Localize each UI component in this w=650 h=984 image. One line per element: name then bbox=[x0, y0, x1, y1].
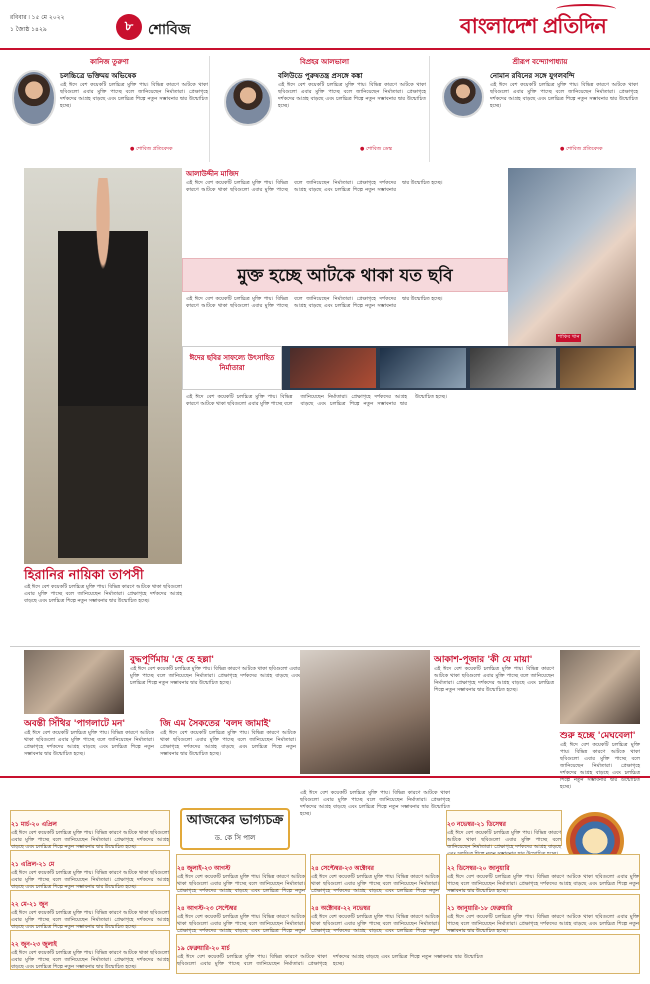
horoscope-title: আজকের ভাগ্যচক্র bbox=[186, 813, 284, 828]
story-photo bbox=[24, 650, 124, 714]
sign-text: এই ঈদে বেশ কয়েকটি চলচ্চিত্র মুক্তি পায়। বিভিন্ন কারণে আটকে থাকা ছবিগুলো এবার মুক্তি পাচ্ছে বলে জানিয়েছেন নির্মাতারা। প্রেক্ষাগৃহে দর্শকদের আগ্রহ বাড়ছে এবং চলচ্চিত্র শিল্পে নতুন সম্ভাবনার দ্বার উন্মোচিত হচ্ছে। bbox=[11, 870, 169, 890]
date-line-bangla: ১ জ্যৈষ্ঠ ১৪২৯ bbox=[10, 26, 47, 33]
sign-text: এই ঈদে বেশ কয়েকটি চলচ্চিত্র মুক্তি পায়। বিভিন্ন কারণে আটকে থাকা ছবিগুলো এবার মুক্তি পাচ্ছে বলে জানিয়েছেন নির্মাতারা। প্রেক্ষাগৃহে দর্শকদের আগ্রহ বাড়ছে এবং চলচ্চিত্র শিল্পে নতুন bbox=[311, 914, 439, 934]
sign-dates: ২২ মে-২১ জুন bbox=[11, 901, 48, 908]
author-portrait bbox=[442, 76, 484, 118]
column-byline: ● শোবিজ ডেস্ক bbox=[360, 146, 392, 152]
story-body: এই ঈদে বেশ কয়েকটি চলচ্চিত্র মুক্তি পায়। বিভিন্ন কারণে আটকে থাকা ছবিগুলো এবার মুক্তি পাচ্ছে বলে জানিয়েছেন নির্মাতারা। প্রেক্ষাগৃহে দর্শকদের আগ্রহ বাড়ছে এবং চলচ্চিত্র শিল্পে নতুন সম্ভাবনার দ্বার উন্মোচিত হচ্ছে। bbox=[160, 730, 296, 757]
sign-box bbox=[10, 850, 170, 890]
sign-dates: ২৪ জুলাই-২৩ আগস্ট bbox=[177, 865, 231, 872]
sign-text: এই ঈদে বেশ কয়েকটি চলচ্চিত্র মুক্তি পায়। বিভিন্ন কারণে আটকে থাকা ছবিগুলো এবার মুক্তি পাচ্ছে বলে জানিয়েছেন নির্মাতারা। প্রেক্ষাগৃহে দর্শকদের আগ্রহ বাড়ছে bbox=[447, 830, 561, 850]
date-line: রবিবার ৷ ১৫ মে ২০২২ bbox=[10, 14, 65, 21]
sign-dates: ১৯ ফেব্রুয়ারি-২০ মার্চ bbox=[177, 945, 230, 952]
eid-headline: ঈদের ছবির সাফল্যে উৎসাহিত নির্মাতারা bbox=[189, 354, 275, 372]
sign-box bbox=[176, 934, 640, 974]
sign-box bbox=[176, 854, 306, 894]
actress-figure bbox=[58, 178, 148, 558]
hero-body: এই ঈদে বেশ কয়েকটি চলচ্চিত্র মুক্তি পায়। বিভিন্ন কারণে আটকে থাকা ছবিগুলো এবার মুক্তি পাচ্ছে বলে জানিয়েছেন নির্মাতারা। প্রেক্ষাগৃহে দর্শকদের আগ্রহ বাড়ছে এবং চলচ্চিত্র শিল্পে নতুন সম্ভাবনার দ্বার উন্মোচিত হচ্ছে। bbox=[186, 296, 443, 309]
film-poster bbox=[290, 348, 376, 388]
column-title: বলিউডে পুরুষতন্ত্র প্রসঙ্গে কঙ্কা bbox=[278, 72, 363, 80]
column-byline: ● শোবিজ প্রতিবেদক bbox=[560, 146, 603, 152]
column-body: এই ঈদে বেশ কয়েকটি চলচ্চিত্র মুক্তি পায়। বিভিন্ন কারণে আটকে থাকা ছবিগুলো এবার মুক্তি পাচ্ছে বলে জানিয়েছেন নির্মাতারা। প্রেক্ষাগৃহে দর্শকদের আগ্রহ বাড়ছে এবং চলচ্চিত্র শিল্পে নতুন সম্ভাবনার দ্বার উন্মোচিত হচ্ছে। bbox=[60, 82, 208, 109]
column-author: কানিজ তুরুণা bbox=[90, 58, 129, 66]
divider bbox=[10, 646, 640, 647]
sign-text: এই ঈদে বেশ কয়েকটি চলচ্চিত্র মুক্তি পায়। বিভিন্ন কারণে আটকে থাকা ছবিগুলো এবার মুক্তি পাচ্ছে বলে জানিয়েছেন নির্মাতারা। প্রেক্ষাগৃহে দর্শকদের আগ্রহ বাড়ছে এবং চলচ্চিত্র শিল্পে নতুন সম্ভাবনার দ্বার উন্মোচিত হচ্ছে। bbox=[11, 910, 169, 930]
sign-dates: ২৩ নভেম্বর-২১ ডিসেম্বর bbox=[447, 821, 506, 828]
sign-dates: ২১ মার্চ-২০ এপ্রিল bbox=[11, 821, 57, 828]
section-title: শোবিজ bbox=[148, 22, 191, 38]
column-title: চলচ্চিত্রে ভক্তিময় অভিষেক bbox=[60, 72, 137, 80]
sign-text: এই ঈদে বেশ কয়েকটি চলচ্চিত্র মুক্তি পায়। বিভিন্ন কারণে আটকে থাকা ছবিগুলো এবার মুক্তি পাচ্ছে বলে জানিয়েছেন নির্মাতারা। প্রেক্ষাগৃহে দর্শকদের আগ্রহ বাড়ছে এবং চলচ্চিত্র শিল্পে নতুন bbox=[177, 874, 305, 894]
horoscope-intro: এই ঈদে বেশ কয়েকটি চলচ্চিত্র মুক্তি পায়। বিভিন্ন কারণে আটকে থাকা ছবিগুলো এবার মুক্তি পাচ্ছে বলে জানিয়েছেন নির্মাতারা। প্রেক্ষাগৃহে দর্শকদের আগ্রহ বাড়ছে এবং চলচ্চিত্র শিল্পে নতুন সম্ভাবনার দ্বার উন্মোচিত হচ্ছে। bbox=[300, 790, 450, 817]
sign-dates: ২৪ সেপ্টেম্বর-২৩ অক্টোবর bbox=[311, 865, 374, 872]
film-poster bbox=[560, 348, 634, 388]
column-body: এই ঈদে বেশ কয়েকটি চলচ্চিত্র মুক্তি পায়। বিভিন্ন কারণে আটকে থাকা ছবিগুলো এবার মুক্তি পাচ্ছে বলে জানিয়েছেন নির্মাতারা। প্রেক্ষাগৃহে দর্শকদের আগ্রহ বাড়ছে এবং চলচ্চিত্র শিল্পে নতুন সম্ভাবনার দ্বার উন্মোচিত হচ্ছে। bbox=[278, 82, 426, 109]
horoscope-author: ড. কে সি পাল bbox=[214, 834, 256, 842]
sign-text: এই ঈদে বেশ কয়েকটি চলচ্চিত্র মুক্তি পায়। বিভিন্ন কারণে আটকে থাকা ছবিগুলো এবার মুক্তি পাচ্ছে বলে জানিয়েছেন নির্মাতারা। প্রেক্ষাগৃহে দর্শকদের আগ্রহ বাড়ছে এবং চলচ্চিত্র শিল্পে নতুন সম্ভাবনার দ্বার উন্মোচিত হচ্ছে। bbox=[177, 954, 483, 967]
film-poster bbox=[470, 348, 556, 388]
author-portrait bbox=[224, 78, 272, 126]
story-body: এই ঈদে বেশ কয়েকটি চলচ্চিত্র মুক্তি পায়। বিভিন্ন কারণে আটকে থাকা ছবিগুলো এবার মুক্তি পাচ্ছে বলে জানিয়েছেন নির্মাতারা। প্রেক্ষাগৃহে দর্শকদের আগ্রহ বাড়ছে এবং চলচ্চিত্র শিল্পে নতুন সম্ভাবনার দ্বার উন্মোচিত হচ্ছে। bbox=[434, 666, 554, 693]
sign-box bbox=[10, 930, 170, 970]
column-body: এই ঈদে বেশ কয়েকটি চলচ্চিত্র মুক্তি পায়। বিভিন্ন কারণে আটকে থাকা ছবিগুলো এবার মুক্তি পাচ্ছে বলে জানিয়েছেন নির্মাতারা। প্রেক্ষাগৃহে দর্শকদের আগ্রহ বাড়ছে এবং চলচ্চিত্র শিল্পে নতুন সম্ভাবনার দ্বার উন্মোচিত হচ্ছে। bbox=[490, 82, 638, 109]
eid-box bbox=[182, 346, 282, 390]
story-headline: অবন্তী সিঁথির 'পাগলাটে মন' bbox=[24, 719, 126, 729]
photo-credit: শাকিব খান bbox=[558, 334, 580, 340]
hero-long-body: এই ঈদে বেশ কয়েকটি চলচ্চিত্র মুক্তি পায়। বিভিন্ন কারণে আটকে থাকা ছবিগুলো এবার মুক্তি পাচ্ছে বলে জানিয়েছেন নির্মাতারা। প্রেক্ষাগৃহে দর্শকদের আগ্রহ বাড়ছে এবং চলচ্চিত্র শিল্পে নতুন সম্ভাবনার দ্বার উন্মোচিত হচ্ছে। bbox=[186, 394, 447, 407]
page-number: ৮ bbox=[116, 14, 142, 40]
film-poster bbox=[380, 348, 466, 388]
sign-box bbox=[446, 854, 640, 894]
column-author: বিপ্রহর আলভালা bbox=[300, 58, 349, 66]
hero-author: আলাউদ্দীন মাজিদ bbox=[186, 170, 239, 178]
heroine-headline: হিরানির নায়িকা তাপসী bbox=[24, 568, 144, 583]
story-body: এই ঈদে বেশ কয়েকটি চলচ্চিত্র মুক্তি পায়। বিভিন্ন কারণে আটকে থাকা ছবিগুলো এবার মুক্তি পাচ্ছে বলে জানিয়েছেন নির্মাতারা। প্রেক্ষাগৃহে দর্শকদের আগ্রহ বাড়ছে এবং চলচ্চিত্র শিল্পে নতুন সম্ভাবনার দ্বার উন্মোচিত হচ্ছে। bbox=[24, 730, 154, 757]
sign-text: এই ঈদে বেশ কয়েকটি চলচ্চিত্র মুক্তি পায়। বিভিন্ন কারণে আটকে থাকা ছবিগুলো এবার মুক্তি পাচ্ছে বলে জানিয়েছেন নির্মাতারা। প্রেক্ষাগৃহে দর্শকদের আগ্রহ বাড়ছে এবং চলচ্চিত্র শিল্পে নতুন সম্ভাবনার দ্বার উন্মোচিত হচ্ছে। bbox=[447, 914, 639, 934]
column-2 bbox=[220, 56, 430, 162]
sign-dates: ২২ ডিসেম্বর-২০ জানুয়ারি bbox=[447, 865, 510, 872]
story-body: এই ঈদে বেশ কয়েকটি চলচ্চিত্র মুক্তি পায়। বিভিন্ন কারণে আটকে থাকা ছবিগুলো এবার মুক্তি পাচ্ছে বলে জানিয়েছেন নির্মাতারা। প্রেক্ষাগৃহে দর্শকদের আগ্রহ বাড়ছে এবং চলচ্চিত্র শিল্পে নতুন সম্ভাবনার দ্বার উন্মোচিত হচ্ছে। bbox=[130, 666, 300, 686]
sign-box bbox=[10, 890, 170, 930]
sign-text: এই ঈদে বেশ কয়েকটি চলচ্চিত্র মুক্তি পায়। বিভিন্ন কারণে আটকে থাকা ছবিগুলো এবার মুক্তি পাচ্ছে বলে জানিয়েছেন নির্মাতারা। প্রেক্ষাগৃহে দর্শকদের আগ্রহ বাড়ছে এবং চলচ্চিত্র শিল্পে নতুন সম্ভাবনার দ্বার উন্মোচিত হচ্ছে। bbox=[11, 830, 169, 850]
sign-box bbox=[310, 894, 440, 934]
couple-photo bbox=[300, 650, 430, 774]
sign-text: এই ঈদে বেশ কয়েকটি চলচ্চিত্র মুক্তি পায়। বিভিন্ন কারণে আটকে থাকা ছবিগুলো এবার মুক্তি পাচ্ছে বলে জানিয়েছেন নির্মাতারা। প্রেক্ষাগৃহে দর্শকদের আগ্রহ বাড়ছে এবং চলচ্চিত্র শিল্পে নতুন সম্ভাবনার দ্বার উন্মোচিত হচ্ছে। bbox=[447, 874, 639, 894]
sign-dates: ২৪ আগস্ট-২৩ সেপ্টেম্বর bbox=[177, 905, 237, 912]
sign-text: এই ঈদে বেশ কয়েকটি চলচ্চিত্র মুক্তি পায়। বিভিন্ন কারণে আটকে থাকা ছবিগুলো এবার মুক্তি পাচ্ছে বলে জানিয়েছেন নির্মাতারা। প্রেক্ষাগৃহে দর্শকদের আগ্রহ বাড়ছে এবং চলচ্চিত্র শিল্পে নতুন সম্ভাবনার দ্বার উন্মোচিত হচ্ছে। bbox=[11, 950, 169, 970]
sign-box bbox=[446, 894, 640, 934]
story-photo bbox=[560, 650, 640, 724]
story-headline: শুরু হচ্ছে 'মেঘবেলা' bbox=[560, 731, 636, 741]
sign-text: এই ঈদে বেশ কয়েকটি চলচ্চিত্র মুক্তি পায়। বিভিন্ন কারণে আটকে থাকা ছবিগুলো এবার মুক্তি পাচ্ছে বলে জানিয়েছেন নির্মাতারা। প্রেক্ষাগৃহে দর্শকদের আগ্রহ বাড়ছে এবং চলচ্চিত্র শিল্পে নতুন bbox=[177, 914, 305, 934]
film-couple-photo bbox=[508, 168, 636, 346]
hero-headline-box bbox=[182, 258, 508, 292]
sign-box bbox=[446, 810, 562, 850]
story-body: এই ঈদে বেশ কয়েকটি চলচ্চিত্র মুক্তি পায়। বিভিন্ন কারণে আটকে থাকা ছবিগুলো এবার মুক্তি পাচ্ছে বলে জানিয়েছেন নির্মাতারা। প্রেক্ষাগৃহে দর্শকদের আগ্রহ বাড়ছে এবং চলচ্চিত্র শিল্পে নতুন সম্ভাবনার দ্বার উন্মোচিত হচ্ছে। bbox=[560, 742, 640, 790]
sign-text: এই ঈদে বেশ কয়েকটি চলচ্চিত্র মুক্তি পায়। বিভিন্ন কারণে আটকে থাকা ছবিগুলো এবার মুক্তি পাচ্ছে বলে জানিয়েছেন নির্মাতারা। প্রেক্ষাগৃহে দর্শকদের আগ্রহ বাড়ছে এবং চলচ্চিত্র শিল্পে নতুন bbox=[311, 874, 439, 894]
author-portrait bbox=[12, 70, 56, 126]
hero-intro-body: এই ঈদে বেশ কয়েকটি চলচ্চিত্র মুক্তি পায়। বিভিন্ন কারণে আটকে থাকা ছবিগুলো এবার মুক্তি পাচ্ছে বলে জানিয়েছেন নির্মাতারা। প্রেক্ষাগৃহে দর্শকদের আগ্রহ বাড়ছে এবং চলচ্চিত্র শিল্পে নতুন সম্ভাবনার দ্বার উন্মোচিত হচ্ছে। bbox=[186, 180, 443, 193]
column-author: শ্রীরূপ বন্দ্যোপাধ্যায় bbox=[512, 58, 568, 66]
horoscope-title-box bbox=[180, 808, 290, 850]
hero-headline: মুক্ত হচ্ছে আটকে থাকা যত ছবি bbox=[237, 266, 453, 286]
column-1 bbox=[10, 56, 210, 162]
hero-intro bbox=[186, 168, 504, 254]
heroine-body: এই ঈদে বেশ কয়েকটি চলচ্চিত্র মুক্তি পায়। বিভিন্ন কারণে আটকে থাকা ছবিগুলো এবার মুক্তি পাচ্ছে বলে জানিয়েছেন নির্মাতারা। প্রেক্ষাগৃহে দর্শকদের আগ্রহ বাড়ছে এবং চলচ্চিত্র শিল্পে নতুন সম্ভাবনার দ্বার উন্মোচিত হচ্ছে। bbox=[24, 584, 182, 604]
column-3 bbox=[440, 56, 640, 162]
sign-box bbox=[310, 854, 440, 894]
newspaper-logo: বাংলাদেশ প্রতিদিন bbox=[460, 13, 606, 38]
sign-dates: ২২ জুন-২৩ জুলাই bbox=[11, 941, 57, 948]
story-headline: বুদ্ধপূর্ণিমায় 'হে হে হল্লা' bbox=[130, 655, 215, 665]
story-headline: জি এম সৈকতের 'বলদ জামাই' bbox=[160, 719, 272, 729]
sign-dates: ২৪ অক্টোবর-২২ নভেম্বর bbox=[311, 905, 371, 912]
sign-dates: ২১ এপ্রিল-২১ মে bbox=[11, 861, 55, 868]
sign-box bbox=[176, 894, 306, 934]
sign-dates: ২১ জানুয়ারি-১৮ ফেব্রুয়ারি bbox=[447, 905, 513, 912]
column-title: নোমান রবিনের সঙ্গে যুগলবন্দি bbox=[490, 72, 575, 80]
sign-box bbox=[10, 810, 170, 850]
column-byline: ● শোবিজ প্রতিবেদক bbox=[130, 146, 173, 152]
story-headline: আকাশ-পূজার 'কী যে মায়া' bbox=[434, 655, 533, 665]
